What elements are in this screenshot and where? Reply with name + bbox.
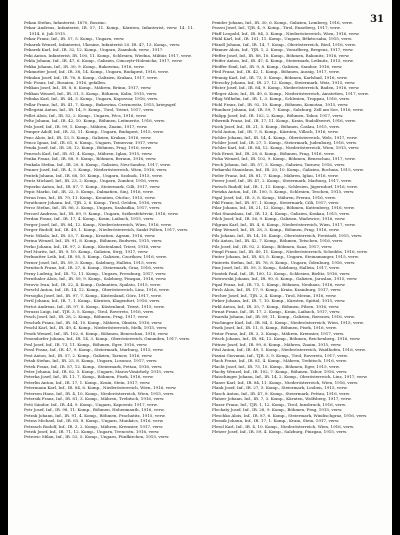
list-entry: Pentek Johann, Inf., IR. 68, 10. Komp., Ungarn, Szolnok, 1915, verw. [24, 172, 163, 178]
list-entry: Perner Josef, Inf., IR. 59, 3. Komp., Salzburg, Hallein, 1915, verw. [24, 259, 157, 265]
list-entry: Pilz Anton, Inf., IR. 42, 7. Komp., Böhmen, Tetschen, 1916, verw. [212, 238, 344, 244]
list-entry: Perger Josef, Inf., IR. 84, 12. Komp., Niederösterreich, Wien, 1916, verw. [24, 221, 172, 227]
list-entry: Perl Moritz, Inf., IR. 9, 10. Komp., Galizien, Stryj, 1917, verw. [24, 249, 149, 255]
list-entry: Pfahl Karl, Inf., IR. 101, 11. Komp., Ungarn, Békéscsaba, 1915, verw. [212, 36, 353, 42]
list-entry: Peltz Johann, Inf., IR. 42, 10. Komp., Böhmen, Leitmeritz, 1916, verw. [24, 118, 165, 124]
list-entry: Pemper Adolf, Inf., IR. 32, 11. Komp., Ungarn, Budapest, 1915, verw. [24, 129, 164, 135]
left-column [24, 20, 194, 440]
list-entry: Plaischinger Johann, Inf., IR. 14, 2. Komp., Oberösterreich, Linz, 1917, verw. [212, 374, 368, 380]
list-entry: Pekan Stefan, Infanterist, 1870, Roszinc. [24, 20, 107, 25]
list-entry: Planer Karl, Inf., IR. 84, 11. Komp., Niederösterreich, Wien, 1916, verw. [212, 379, 359, 385]
list-entry: Pick Ernst, Inf., IR. 28, 6. Komp., Böhmen, Prag, 1916, verw. [212, 150, 335, 156]
list-entry: Penesch Karl, Inf., IR. 81, 4. Komp., Mähren, Iglau, 1915, verw. [24, 150, 153, 156]
list-entry: Pelinka Karl, Inf., IR. 44, 3. Komp., Ungarn, Kaposvar, 1916, verw. [24, 96, 159, 102]
list-entry: Pfohl Franz, Inf., IR. 92, 10. Komp., Böhmen, Komotau, 1915, verw. [212, 101, 349, 107]
list-entry: Pernthaler Alois, Inf., IR. 59, 9. Komp., Salzburg, Pinzgau, 1916, verw. [24, 276, 167, 282]
list-entry: Pfanner Alois, Inf., TJR. 1, 2. Komp., Vorarlberg, Bregenz, 1917, verw. [212, 47, 354, 53]
list-entry: Petersen Hans, Inf., IR. 4, 10. Komp., Niederösterreich, Wien, 1915, verw. [24, 390, 175, 396]
list-entry: Pfeifer Anton, Inf., IR. 47, 4. Komp., Steiermark, Leibnitz, 1915, verw. [212, 58, 354, 64]
list-entry: Pezzei Josef, Inf., TJR. 4, 9. Komp., Tirol, Enneberg, 1917, verw. [212, 25, 341, 31]
list-entry: Pfundner Johann, Inf., IR. 59, 7. Komp., Salzburg, Zell am See, 1916, verw. [212, 107, 364, 113]
list-entry: Pirch Alois, Inf., IR. 17, 9. Komp., Krain, Krainburg, 1917, verw. [212, 287, 342, 293]
list-entry: Penc Alois, Inf., IR. 13, 5. Komp., Galizien, Krakau, 1916, verw. [24, 134, 152, 140]
list-entry: Petek Franz, Inf., IR. 87, 12. Komp., Steiermark, Pettau, 1916, verw. [24, 363, 163, 369]
page-number: 31 [370, 14, 384, 25]
document-page [8, 0, 392, 535]
list-entry: Peter Johann, Inf., IR. 62, 5. Komp., Ungarn, Maros-Vásárhely, 1915, verw. [24, 369, 175, 374]
list-entry: Percz Stefan, Inf., IR. 86, 3. Komp., Ungarn, Szabadka, 1917, verw. [24, 205, 161, 211]
list-entry: Pikl Franz, Inf., IR. 87, 1. Komp., Steiermark, Cilli, 1917, verw. [212, 199, 340, 205]
list-entry: Perko Johann, Inf., IR. 97, 2. Komp., Küstenland, Triest, 1916, verw. [24, 243, 162, 249]
list-entry: Perdan Franz, Inf., IR. 17, 4. Komp., Krain, Laibach, 1915, verw. [24, 216, 155, 222]
list-entry: Plazer Franz, Inf., TJR. 1, 12. Komp., Tirol, Innsbruck, 1916, verw. [212, 401, 346, 407]
list-entry: Pietsch Rudolf, Inf., IR. 1, 11. Komp., Schlesien, Jägerndorf, 1916, verw. [212, 183, 358, 189]
list-entry: Petak Stefan, Inf., IR. 25, 8. Komp., Ungarn, Losoncz, 1917, verw. [24, 358, 158, 364]
list-entry: Penner Josef, Inf., IR. 4, 3. Komp., Niederösterreich, Wien, 1916, verw. [24, 167, 168, 173]
list-entry: Peric Nikola, Inf., IR. 53, 7. Komp., Kroatien, Agram, 1916, verw. [24, 232, 156, 238]
list-entry: Pekar Franz, Inf., IR. 57, 5. Komp., Ungarn, verw. [24, 36, 125, 42]
list-entry: Peschl Karl, Inf., IR. 49, 4. Komp., Niederösterreich, Melk, 1915, verw. [24, 325, 168, 331]
list-entry: Pizzini Giovanni, Inf., TJR. 3, 9. Komp., Tirol, Rovereto, 1917, verw. [212, 352, 349, 358]
list-entry: Pepic Marko, Inf., IR. 22, 5. Komp., Dalmatien, Sinj, 1916, verw. [24, 189, 154, 195]
list-entry: Placht Josef, Inf., IR. 73, 10. Komp., Böhmen, Eger, 1915, verw. [212, 363, 340, 369]
list-entry: Petrasch Rudolf, Inf., IR. 3, 2. Komp., Mähren, Kremsier, 1917, verw. [24, 423, 164, 429]
list-entry: Pinter Johann, Inf., IR. 83, 5. Komp., Ungarn, Steinamanger, 1915, verw. [212, 254, 359, 260]
list-entry: Pelz Josef, Inf., IR. 99, 1. Komp., Mähren, Znaim, 1917, verw. [24, 123, 148, 129]
list-entry: Pilat Stanislaus, Inf., IR. 13, 4. Komp., Galizien, Krakau, 1915, verw. [212, 210, 351, 216]
list-entry: Pilch Josef, Inf., IR. 56, 9. Komp., Galizien, Wadowice, 1916, verw. [212, 216, 346, 222]
list-entry: Piekarski Stanislaus, Inf., IR. 20, 10. Komp., Galizien, Bochnia, 1915, verw. [212, 167, 364, 173]
list-entry: Pekla Johann, Inf., IR. 47, 6. Komp., Galizien, Cimczytr-Holenicha, 1917, verw. [24, 58, 183, 64]
list-entry: Perovic Ivan, Inf., IR. 22, 4. Komp., Dalmatien, Spalato, 1915, verw. [24, 281, 161, 287]
list-entry: Peterlin Anton, Inf., IR. 17, 1. Komp., Krain, Stein, 1917, verw. [24, 379, 151, 385]
list-entry: Pinz Josef, Inf., IR. 59, 3. Komp., Salzburg, Hallein, 1917, verw. [212, 265, 340, 271]
list-entry: Pitzl Anton, Inf., IR. 49, 1. Komp., Niederösterreich, Waidhofen, 1916, verw. [212, 347, 366, 353]
list-entry: Pentz Michael, Inf., IR. 23, 2. Komp., Ungarn, Zombor, 1916, verw. [24, 178, 160, 184]
list-entry: Pirkl Anton, Inf., IR. 35, 7. Komp., Böhmen, Pilsen, 1916, verw. [212, 303, 340, 309]
right-column [212, 20, 382, 434]
list-entry: Peran Ivan, Inf., IR. 79, 11. Komp., Kroatien, Otočac, 1915, verw. [24, 194, 156, 200]
list-entry: Perlmutter Leib, Inf., IR. 95, 5. Komp., Galizien, Czortkow, 1916, verw. [24, 254, 167, 260]
list-entry: Pfennig Karl, Inf., IR. 73, 5. Komp., Böhmen, Karlsbad, 1916, verw. [212, 74, 348, 80]
list-entry: Petersik Franz, Inf., IR. 81, 3. Komp., Mähren, Trebitsch, 1916, verw. [24, 396, 165, 402]
list-entry: Perczel Andreas, Inf., IR. 69, 9. Komp., Ungarn, Székesfehérvár, 1916, verw. [24, 210, 179, 216]
list-entry: Pekarek Karl, Inf., IR. 32, 12. Komp., Ungarn, Zsambok, verw., 1917. [24, 47, 164, 53]
list-entry: Pesendorfer Johann, Inf., IR. 14, 3. Komp., Oberösterreich, Gmunden, 1917, verw. [24, 336, 191, 342]
list-entry: Pirnat Franz, Inf., IR. 17, 2. Komp., Krain, Laibach, 1917, verw. [212, 309, 341, 315]
list-entry: Pilgram Karl, Inf., IR. 4, 6. Komp., Niederösterreich, Wien, 1917, verw. [212, 221, 356, 227]
list-entry: Plach Franz, Inf., IR. 81, 4. Komp., Mähren, Trebitsch, 1916, verw. [212, 358, 347, 364]
list-entry: Pelikan Josef, Inf., IR. 8, 6. Komp., Mähren, Brünn, 1917, verw. [24, 85, 152, 91]
list-entry: Piontek Paul, Inf., IR. 100, 12. Komp., Schlesien, Bielitz, 1916, verw. [212, 270, 351, 276]
list-entry: Pfandl Johann, Inf., IR. 14, 7. Komp., Oberösterreich, Ried, 1916, verw. [212, 41, 356, 47]
list-entry: Pilar Johann, Inf., IR. 21, 12. Komp., Böhmen, Kuttenberg, 1916, verw. [212, 205, 355, 211]
list-entry: Pertot Andreas, Inf., IR. 97, 8. Komp., Küstenland, Triest, 1915, verw. [24, 303, 165, 309]
list-entry: Persoglia Josef, Inf., IR. 97, 7. Komp., Küstenland, Görz, 1917, verw. [24, 292, 162, 298]
list-entry: Plachy Wenzel, Inf., IR. 102, 7. Komp., Böhmen, Tabor, 1916, verw. [212, 369, 348, 374]
list-entry: Pipal Franz, Inf., IR. 75, 1. Komp., Böhmen, Neuhaus, 1916, verw. [212, 281, 346, 287]
list-entry: Pilz Josef, Inf., IR. 92, 2. Komp., Böhmen, Saaz, 1917, verw. [212, 243, 333, 249]
list-entry: Pichler Karl, Inf., IR. 84, 12. Komp., Niederösterreich, Wien, 1915, verw. [212, 145, 360, 151]
list-entry: Peterka Josef, Inf., IR. 11, 7. Komp., Böhmen, Pisek, 1916, verw. [24, 374, 154, 380]
list-entry: Pencz Ignaz, Inf., IR. 61, 6. Komp., Ungarn, Temesvar, 1917, verw. [24, 139, 159, 145]
list-entry: Philipp Josef, Inf., IR. 102, 2. Komp., Böhmen, Tabor, 1917, verw. [212, 112, 344, 118]
list-entry: Pinterits Stefan, Inf., IR. 76, 8. Komp., Ungarn, Ödenburg, 1916, verw. [212, 259, 356, 265]
list-entry: Pisek Josef, Inf., IR. 11, 8. Komp., Böhmen, Pisek, 1916, verw. [212, 325, 337, 331]
list-entry: Penka Franz, Inf., IR. 88, 9. Komp., Böhmen, Beraun, 1916, verw. [24, 156, 157, 162]
list-entry: Pieler Franz, Inf., IR. 81, 7. Komp., Mähren, Iglau, 1916, verw. [212, 172, 339, 178]
list-entry: Perina Wenzel, Inf., IR. 91, 8. Komp., Böhmen, Budweis, 1915, verw. [24, 238, 163, 244]
list-entry: Pekulan Josef, Inf., IR. 76, 8. Komp., Galizien, Krakau, 1917, verw. [24, 74, 158, 80]
list-entry: Pittner Josef, Inf., IR. 99, 6. Komp., Mähren, Znaim, 1915, verw. [212, 341, 342, 347]
list-entry: Peschek Franz, Inf., IR. 54, 10. Komp., Mähren, Olmütz, 1916, verw. [24, 319, 163, 325]
list-entry: Pesl Josef, Inf., IR. 73, 11. Komp., Böhmen, Eger, 1916, verw. [24, 341, 148, 347]
list-entry: Pfleger Alois, Inf., IR. 49, 6. Komp., Niederösterreich, Amstetten, 1917, verw. [212, 90, 369, 96]
list-entry: Pekka Johann, Inf., IR. 30, 9. Komp., Bukowina, 1916, verw. [24, 63, 145, 69]
list-entry: Peki Anton, Infanterist, IR. 100, 11. Komp., Schlesien, Wiedna, Militär, 1917, verw. [24, 52, 192, 58]
list-entry: Pichler Josef, Inf., IR. 27, 1. Komp., Steiermark, Judenburg, 1916, verw. [212, 139, 357, 145]
list-entry: Pisarski Johann, Inf., IR. 89, 11. Komp., Galizien, Rzeszow, 1916, verw. [212, 314, 355, 320]
list-entry: Pigal Josef, Inf., IR. 3, 8. Komp., Mähren, Prerau, 1916, verw. [212, 194, 336, 200]
list-entry: Pietzka Anton, Inf., IR. 100, 5. Komp., Schlesien, Teschen, 1915, verw. [212, 189, 355, 195]
list-entry: Penda Josef, Inf., IR. 28, 12. Komp., Böhmen, Prag, 1916, verw. [24, 145, 152, 151]
list-entry: Peperko Anton, Inf., IR. 87, 7. Komp., Steiermark, Cilli, 1917, verw. [24, 183, 161, 189]
list-entry: Pletzer Josef, Inf., IR. 59, 4. Komp., Salzburg, Pinzgau, 1915, verw. [212, 428, 348, 434]
list-entry: Pesek Wenzel, Inf., IR. 102, 6. Komp., Böhmen, Beneschau, 1916, verw. [24, 330, 169, 336]
list-entry: Pfeil Franz, Inf., IR. 42, 1. Komp., Böhmen, Aussig, 1917, verw. [212, 69, 340, 75]
list-entry: Pelc Franz, Inf., Bosnien, 1916, gefallen. [24, 79, 107, 85]
list-entry: Pest Anton, Inf., IR. 57, 2. Komp., Galizien, Tarnow, 1916, verw. [24, 352, 153, 358]
list-entry: Pellegrini Anton, Inf., IR. 14, 9. Komp., Tirol, Trient, 1917, verw. [24, 107, 155, 113]
list-entry: Pischinger Karl, Inf., IR. 84, 5. Komp., Niederösterreich, Wien, 1915, verw. [212, 319, 364, 325]
list-entry: Picka Wenzel, Inf., IR. 102, 9. Komp., Böhmen, Beneschau, 1917, verw. [212, 156, 356, 162]
list-entry: Pfister Josef, Inf., IR. 84, 9. Komp., Niederösterreich, Baden, 1916, verw. [212, 85, 360, 91]
list-entry: Penkala Stefan, Inf., IR. 20, 8. Komp., Galizien, Neu-Sandez, 1917, verw. [24, 161, 171, 167]
list-entry: Pessl Franz, Inf., IR. 47, 9. Komp., Steiermark, Marburg, 1915, verw. [24, 347, 164, 353]
list-entry: Pexider Johann, Inf., IR. 30, 6. Komp., Galizien, Lemberg, 1916, verw. [212, 20, 353, 25]
list-entry: Pichler Johann, Inf., IR. 14, 4. Komp., Oberösterreich, Wels, 1917, verw. [212, 134, 358, 140]
list-entry: Pfeiffer Emil, Inf., IR. 9, 8. Komp., Galizien, Sambor, 1916, verw. [212, 63, 343, 69]
list-entry: Pelikan Wenzel, Inf., IR. 31, 5. Komp., Böhmen, Kolin, 1915, verw. [24, 90, 158, 96]
list-entry: Pirker Johann, Inf., IR. 7, 10. Komp., Kärnten, Spittal, 1915, verw. [212, 298, 346, 304]
list-entry: Perschl Anton, Inf., IR. 14, 12. Komp., Oberösterreich, Linz, 1916, verw. [24, 287, 170, 293]
list-entry: Plesnik Johann, Inf., IR. 17, 1. Komp., Krain, Stein, 1917, verw. [212, 418, 340, 424]
list-entry: Pilny Wenzel, Inf., IR. 28, 3. Komp., Böhmen, Prag, 1916, verw. [212, 227, 340, 233]
list-entry: Pferschy Johann, Inf., IR. 27, 12. Komp., Steiermark, Weiz, 1915, verw. [212, 79, 356, 85]
list-entry: Pekarek Wenzel, Infanterist, Ukraine, Infanterist 20. IR. 47, 13. Komp., verw. [24, 41, 181, 47]
list-entry: Pleschko Alois, Inf., IR. 87, 6. Komp., Steiermark, Windischgraz, 1916, verw. [212, 412, 368, 418]
list-entry: Pesch Josef, Inf., IR. 28, 2. Komp., Böhmen, Prag, 1917, verw. [24, 314, 149, 320]
list-entry: Petras Michael, Inf., IR. 65, 8. Komp., Ungarn, Munkács, 1916, verw. [24, 418, 164, 424]
list-entry: Petrak Johann, Inf., IR. 91, 4. Komp., Böhmen, Prachatitz, 1915, verw. [24, 412, 166, 418]
list-entry: Pierer Josef, Inf., IR. 47, 2. Komp., Steiermark, Marburg, 1917, verw. [212, 178, 352, 184]
list-entry: Pertl Johann, Inf., IR. 7, 1. Komp., Kärnten, Klagenfurt, 1916, verw. [24, 298, 161, 304]
list-entry: Perathoner Johann, Inf., TJR. 2, 6. Komp., Tirol, Gröden, 1916, verw. [24, 199, 163, 205]
list-entry: Pflug Wilhelm, Inf., IR. 1, 3. Komp., Schlesien, Troppau, 1916, verw. [212, 96, 350, 102]
list-entry: Pekmutter Josef, Inf., IR. 38, 14. Komp., Ungarn, Budapest, 1916, verw. [24, 69, 169, 75]
list-entry: Pellar Franz, Inf., IR. 41, 7. Komp., Bukowina, Czernowitz, 1915, kriegsgef. [24, 101, 177, 107]
list-entry: Pibernik Franz, Inf., IR. 17, 11. Komp., Krain, Rudolfswert, 1916, verw. [212, 118, 356, 124]
list-entry: Pernitsch Franz, Inf., IR. 27, 6. Komp., Steiermark, Graz, 1916, verw. [24, 265, 165, 271]
list-entry: Petr Josef, Inf., IR. 98, 11. Komp., Böhmen, Hohenmauth, 1916, verw. [24, 407, 165, 413]
list-entry: Pellet Alois, Inf., IR. 52, 2. Komp., Ungarn, Pécs, 1916, verw. [24, 112, 147, 118]
list-entry: Plasch Anton, Inf., IR. 47, 8. Komp., Steiermark, Pettau, 1916, verw. [212, 390, 350, 396]
list-entry: Platzer Johann, Inf., IR. 7, 3. Komp., Kärnten, Wolfsberg, 1917, verw. [212, 396, 352, 402]
list-entry: Perny Ludwig, Inf., IR. 72, 11. Komp., Ungarn, Pressburg, 1917, verw. [24, 270, 167, 276]
list-entry: Piotrowski Johann, Inf., IR. 90, 6. Komp., Galizien, Jaroslau, 1915, verw. [212, 276, 358, 282]
list-entry: Perger Rudolf, Inf., IR. 49, 1. Komp., Niederösterreich, Sankt Pölten, 1917, verw. [24, 227, 189, 233]
list-entry: Plessl Karl, Inf., IR. 4, 10. Komp., Niederösterreich, Wien, 1916, verw. [212, 423, 354, 429]
list-entry: Pekar Andreas, Infanterist, IR. 57, 11. Komp., Kärnten, Infanterist, verw. 14. 11. 1914, 6. Juli 1915. [24, 25, 194, 36]
list-entry: Petermann Karl, Inf., IR. 84, 6. Komp., Niederösterreich, Wien, 1916, verw. [24, 385, 177, 391]
list-entry: Pitsch Johann, Inf., IR. 94, 12. Komp., Böhmen, Reichenberg, 1916, verw. [212, 336, 361, 342]
list-entry: Pimpl Franz, Inf., IR. 49, 11. Komp., Niederösterreich, Scheibbs, 1916, verw. [212, 249, 368, 255]
list-entry: Peruzzi Luigi, Inf., TJR. 3, 5. Komp., Tirol, Rovereto, 1916, verw. [24, 309, 154, 315]
list-entry: Pistor Franz, Inf., IR. 3, 3. Komp., Mähren, Kremsier, 1917, verw. [212, 330, 345, 336]
list-entry: Piech Johann, Inf., IR. 57, 3. Komp., Galizien, Tarnow, 1916, verw. [212, 161, 346, 167]
list-entry: Pfaff Leopold, Inf., IR. 84, 3. Komp., Niederösterreich, Wien, 1916, verw. [212, 30, 360, 36]
list-entry: Petrik Josef, Inf., IR. 71, 12. Komp., Ungarn, Trencsén, 1916, verw. [24, 428, 160, 434]
list-entry: Plechaty Josef, Inf., IR. 28, 9. Komp., Böhmen, Prag, 1915, verw. [212, 407, 343, 413]
list-entry: Plank Josef, Inf., IR. 27, 5. Komp., Steiermark, Leoben, 1915, verw. [212, 385, 348, 391]
list-entry: Pircher Josef, Inf., TJR. 2, 4. Komp., Tirol, Meran, 1916, verw. [212, 292, 337, 298]
list-entry: Pils Johann, Inf., IR. 14, 10. Komp., Oberösterreich, Freistadt, 1915, verw. [212, 232, 363, 238]
list-entry: Petrovic Milan, Inf., IR. 52, 5. Komp., Ungarn, Fünfkirchen, 1915, verw. [24, 434, 170, 440]
list-entry: Pichl Anton, Inf., IR. 7, 8. Komp., Kärnten, Villach, 1916, verw. [212, 129, 339, 135]
list-entry: Picek Josef, Inf., IR. 21, 5. Komp., Böhmen, Časlau, 1915, verw. [212, 123, 340, 129]
list-entry: Pfeffer Josef, Inf., IR. 88, 10. Komp., Böhmen, Rakonitz, 1916, verw. [212, 52, 350, 58]
list-entry: Petö Sándor, Inf., IR. 44, 9. Komp., Ungarn, Kaposvár, 1917, verw. [24, 401, 158, 407]
